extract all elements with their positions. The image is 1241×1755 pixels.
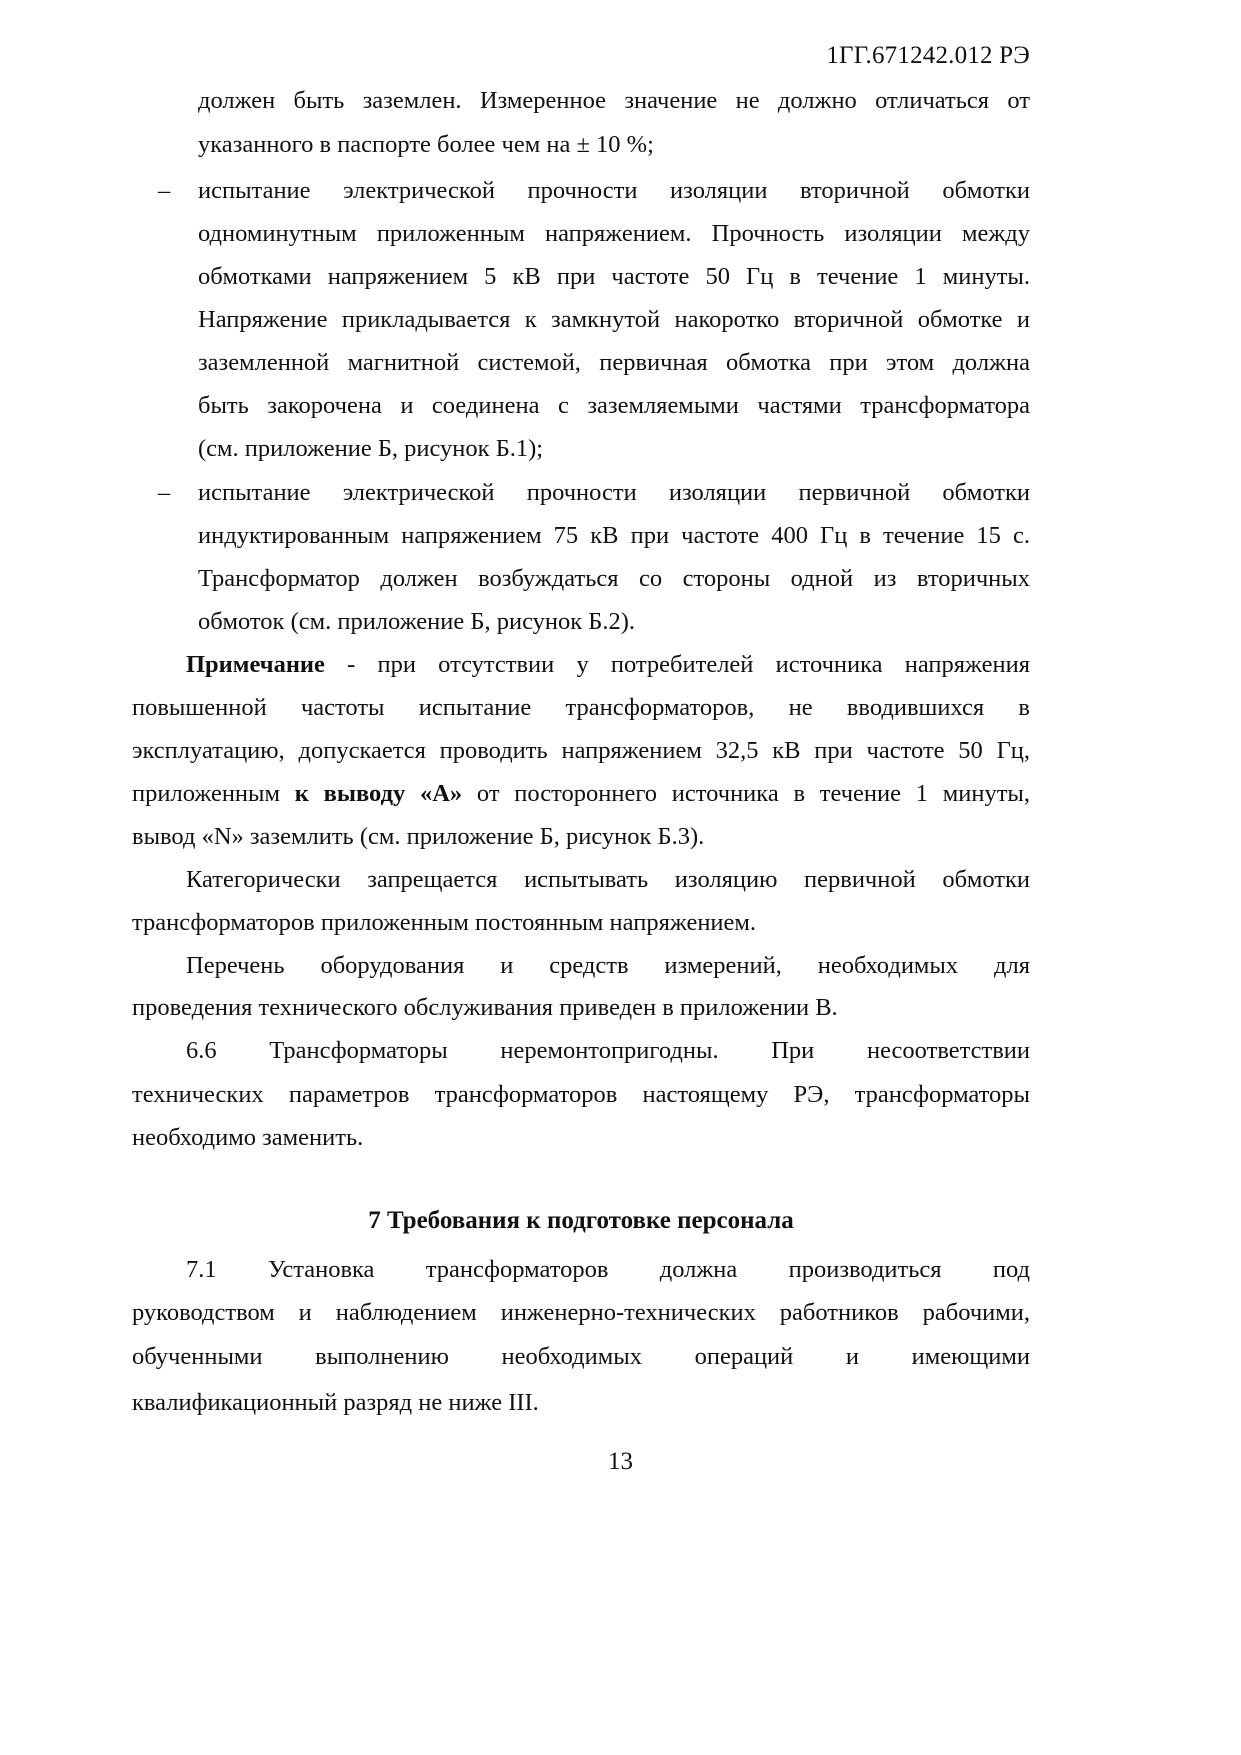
note-line: вывод «N» заземлить (см. приложение Б, рисунок Б.3). xyxy=(132,823,705,850)
paragraph-line: технических параметров трансформаторов настоящему РЭ, трансформаторы xyxy=(132,1081,1030,1108)
paragraph-line: Перечень оборудования и средств измерений, необходимых для xyxy=(186,952,1030,979)
list-item-line: Напряжение прикладывается к замкнутой накоротко вторичной обмотке и xyxy=(198,306,1030,333)
list-bullet: – xyxy=(158,177,171,204)
list-item-line: испытание электрической прочности изоляции вторичной обмотки xyxy=(198,177,1030,204)
paragraph-line: 6.6 Трансформаторы неремонтопригодны. При несоответствии xyxy=(186,1037,1030,1064)
note-line xyxy=(132,772,1030,815)
note-line xyxy=(186,643,1030,686)
section-heading: 7 Требования к подготовке персонала xyxy=(368,1207,794,1234)
note-emphasis: к выводу «А» xyxy=(294,780,463,807)
paragraph-line: проведения технического обслуживания приведен в приложении В. xyxy=(132,994,838,1021)
note-line: повышенной частоты испытание трансформаторов, не вводившихся в xyxy=(132,694,1030,721)
list-item-line: заземленной магнитной системой, первичная обмотка при этом должна xyxy=(198,349,1030,376)
page-number: 13 xyxy=(608,1448,633,1475)
text-line: должен быть заземлен. Измеренное значение не должно отличаться от xyxy=(198,87,1030,114)
list-item-line: индуктированным напряжением 75 кВ при частоте 400 Гц в течение 15 с. xyxy=(198,522,1030,549)
text-line: указанного в паспорте более чем на ± 10 %; xyxy=(198,131,654,158)
document-code: 1ГГ.671242.012 РЭ xyxy=(826,42,1030,69)
list-item-line: одноминутным приложенным напряжением. Прочность изоляции между xyxy=(198,220,1030,247)
note-text: от постороннего источника в течение 1 минуты, xyxy=(462,780,1031,807)
list-item-line: (см. приложение Б, рисунок Б.1); xyxy=(198,435,544,462)
paragraph-line: необходимо заменить. xyxy=(132,1124,364,1151)
note-label: Примечание xyxy=(186,651,325,678)
paragraph-line: 7.1 Установка трансформаторов должна производиться под xyxy=(186,1256,1030,1283)
note-text: приложенным xyxy=(132,780,295,807)
list-bullet: – xyxy=(158,479,171,506)
paragraph-line: обученными выполнению необходимых операций и имеющими xyxy=(132,1343,1030,1370)
list-item-line: испытание электрической прочности изоляции первичной обмотки xyxy=(198,479,1030,506)
list-item-line: обмоток (см. приложение Б, рисунок Б.2). xyxy=(198,608,635,635)
note-line: эксплуатацию, допускается проводить напряжением 32,5 кВ при частоте 50 Гц, xyxy=(132,737,1030,764)
paragraph-line: трансформаторов приложенным постоянным напряжением. xyxy=(132,909,757,936)
list-item-line: Трансформатор должен возбуждаться со стороны одной из вторичных xyxy=(198,565,1030,592)
list-item-line: быть закорочена и соединена с заземляемыми частями трансформатора xyxy=(198,392,1030,419)
paragraph-line: руководством и наблюдением инженерно-технических работников рабочими, xyxy=(132,1299,1030,1326)
list-item-line: обмотками напряжением 5 кВ при частоте 50 Гц в течение 1 минуты. xyxy=(198,263,1030,290)
paragraph-line: квалификационный разряд не ниже III. xyxy=(132,1389,539,1416)
note-text: - при отсутствии у потребителей источника напряжения xyxy=(324,651,1030,678)
paragraph-line: Категорически запрещается испытывать изоляцию первичной обмотки xyxy=(186,866,1030,893)
